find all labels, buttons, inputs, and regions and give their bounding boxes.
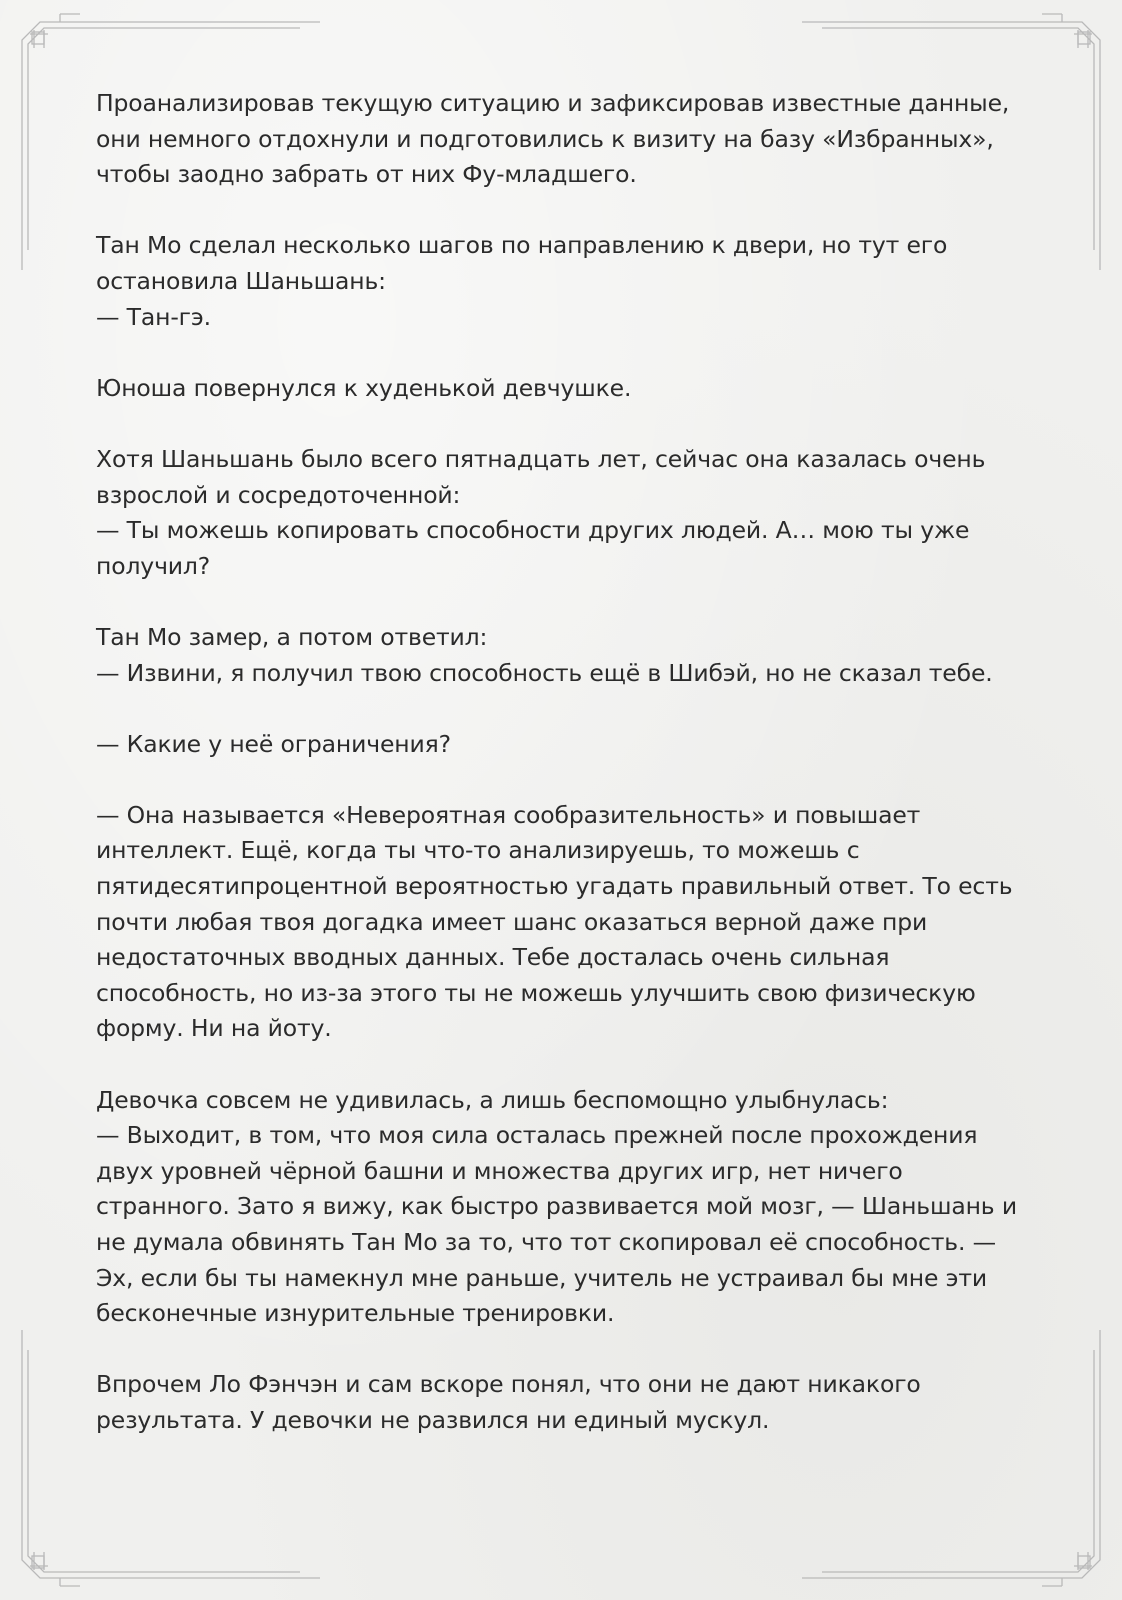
text-line: Проанализировав текущую ситуацию и зафиксировав известные данные, bbox=[96, 89, 1010, 117]
text-line: Эх, если бы ты намекнул мне раньше, учитель не устраивал бы мне эти bbox=[96, 1263, 988, 1292]
paragraph bbox=[96, 86, 1026, 193]
text-line: результата. У девочки не развился ни единый мускул. bbox=[96, 1405, 770, 1434]
text-line: — Ты можешь копировать способности других людей. А… мою ты уже bbox=[96, 516, 970, 545]
text-line: интеллект. Ещё, когда ты что-то анализируешь, то можешь с bbox=[96, 836, 860, 865]
text-line: Юноша повернулся к худенькой девчушке. bbox=[96, 373, 632, 402]
paragraph bbox=[96, 442, 1026, 584]
text-line: Хотя Шаньшань было всего пятнадцать лет, сейчас она казалась очень bbox=[96, 444, 986, 473]
text-line: взрослой и сосредоточенной: bbox=[96, 480, 461, 509]
text-line: остановила Шаньшань: bbox=[96, 266, 386, 295]
text-line: не думала обвинять Тан Мо за то, что тот скопировал её способность. — bbox=[96, 1228, 996, 1256]
text-line: почти любая твоя догадка имеет шанс оказаться верной даже при bbox=[96, 907, 928, 936]
text-line: пятидесятипроцентной вероятностью угадать правильный ответ. То есть bbox=[96, 872, 1013, 901]
text-line: странного. Зато я вижу, как быстро развивается мой мозг, — Шаньшань и bbox=[96, 1192, 1017, 1221]
text-line: недостаточных вводных данных. Тебе досталась очень сильная bbox=[96, 943, 890, 972]
text-line: двух уровней чёрной башни и множества других игр, нет ничего bbox=[96, 1156, 903, 1185]
paragraph bbox=[96, 228, 1026, 335]
text-line: чтобы заодно забрать от них Фу-младшего. bbox=[96, 160, 637, 189]
text-line: — Какие у неё ограничения? bbox=[96, 729, 451, 758]
paragraph bbox=[96, 620, 1026, 691]
text-line: Впрочем Ло Фэнчэн и сам вскоре понял, что они не дают никакого bbox=[96, 1370, 921, 1399]
text-line: форму. Ни на йоту. bbox=[96, 1014, 332, 1043]
text-line: Девочка совсем не удивилась, а лишь беспомощно улыбнулась: bbox=[96, 1085, 889, 1114]
paragraph bbox=[96, 727, 1026, 763]
paragraph bbox=[96, 1083, 1026, 1332]
paragraph bbox=[96, 1367, 1026, 1438]
text-line: — Извини, я получил твою способность ещё в Шибэй, но не сказал тебе. bbox=[96, 658, 993, 687]
text-line: получил? bbox=[96, 551, 211, 580]
text-line: Тан Мо сделал несколько шагов по направлению к двери, но тут его bbox=[96, 231, 948, 260]
text-line: бесконечные изнурительные тренировки. bbox=[96, 1299, 615, 1328]
paragraph bbox=[96, 371, 1026, 407]
text-line: — Она называется «Невероятная сообразительность» и повышает bbox=[96, 800, 921, 829]
document-text bbox=[96, 86, 1026, 1474]
text-line: — Выходит, в том, что моя сила осталась прежней после прохождения bbox=[96, 1121, 978, 1150]
text-line: Тан Мо замер, а потом ответил: bbox=[96, 622, 488, 651]
text-line: способность, но из-за этого ты не можешь улучшить свою физическую bbox=[96, 978, 976, 1007]
text-line: — Тан-гэ. bbox=[96, 302, 211, 331]
paragraph bbox=[96, 798, 1026, 1047]
text-line: они немного отдохнули и подготовились к визиту на базу «Избранных», bbox=[96, 124, 994, 153]
